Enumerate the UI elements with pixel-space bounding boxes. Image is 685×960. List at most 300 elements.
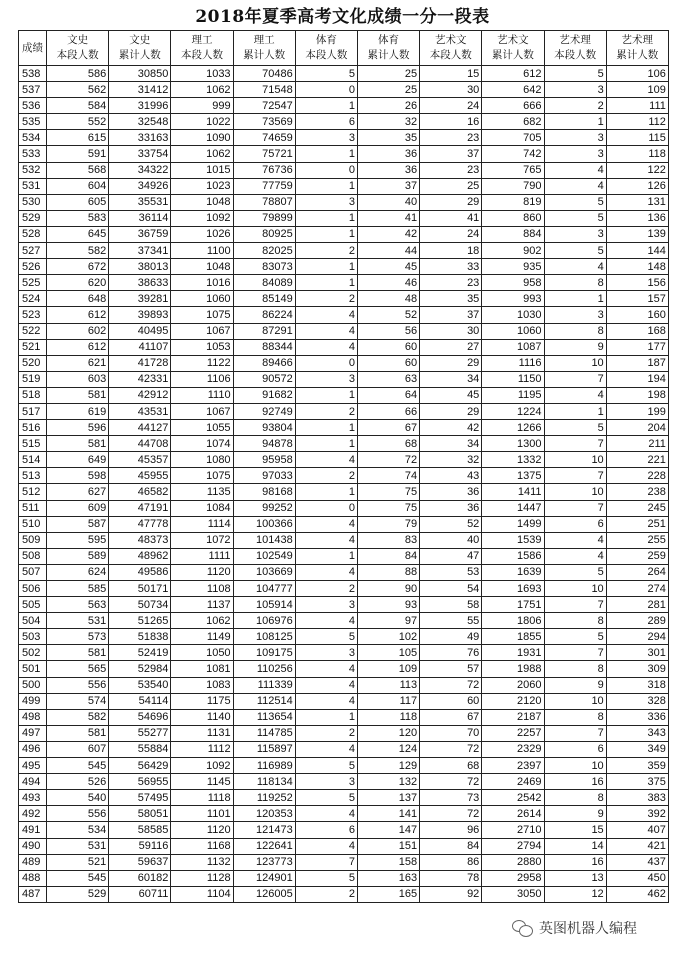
table-cell: 35531 bbox=[109, 194, 171, 210]
score-cell: 535 bbox=[19, 114, 47, 130]
table-cell: 124 bbox=[357, 741, 419, 757]
table-cell: 958 bbox=[482, 275, 544, 291]
table-cell: 1072 bbox=[171, 532, 233, 548]
table-cell: 72 bbox=[420, 741, 482, 757]
table-cell: 1931 bbox=[482, 645, 544, 661]
table-cell: 187 bbox=[606, 355, 668, 371]
table-cell: 102 bbox=[357, 629, 419, 645]
table-cell: 25 bbox=[420, 178, 482, 194]
table-cell: 104777 bbox=[233, 581, 295, 597]
table-cell: 23 bbox=[420, 130, 482, 146]
table-cell: 37341 bbox=[109, 243, 171, 259]
score-cell: 529 bbox=[19, 210, 47, 226]
table-cell: 1048 bbox=[171, 259, 233, 275]
table-cell: 5 bbox=[295, 790, 357, 806]
table-cell: 1104 bbox=[171, 886, 233, 902]
table-cell: 1145 bbox=[171, 774, 233, 790]
table-cell: 113654 bbox=[233, 709, 295, 725]
score-cell: 531 bbox=[19, 178, 47, 194]
table-cell: 74659 bbox=[233, 130, 295, 146]
table-cell: 1539 bbox=[482, 532, 544, 548]
table-cell: 51265 bbox=[109, 613, 171, 629]
table-row bbox=[19, 323, 669, 339]
table-cell: 615 bbox=[47, 130, 109, 146]
table-cell: 1092 bbox=[171, 210, 233, 226]
table-cell: 529 bbox=[47, 886, 109, 902]
score-cell: 523 bbox=[19, 307, 47, 323]
table-cell: 120353 bbox=[233, 806, 295, 822]
table-cell: 8 bbox=[544, 661, 606, 677]
table-cell: 72547 bbox=[233, 98, 295, 114]
table-cell: 1693 bbox=[482, 581, 544, 597]
table-cell: 106 bbox=[606, 66, 668, 82]
table-cell: 36759 bbox=[109, 226, 171, 242]
score-cell: 522 bbox=[19, 323, 47, 339]
table-cell: 98168 bbox=[233, 484, 295, 500]
table-cell: 15 bbox=[544, 822, 606, 838]
score-cell: 490 bbox=[19, 838, 47, 854]
table-cell: 147 bbox=[357, 822, 419, 838]
table-cell: 2 bbox=[295, 468, 357, 484]
table-cell: 573 bbox=[47, 629, 109, 645]
header-art-liberal-count: 艺术文 本段人数 bbox=[420, 31, 482, 66]
table-cell: 1499 bbox=[482, 516, 544, 532]
header-science-cumulative: 理工 累计人数 bbox=[233, 31, 295, 66]
table-cell: 96 bbox=[420, 822, 482, 838]
table-cell: 602 bbox=[47, 323, 109, 339]
table-cell: 177 bbox=[606, 339, 668, 355]
table-row bbox=[19, 774, 669, 790]
table-cell: 1447 bbox=[482, 500, 544, 516]
table-cell: 3 bbox=[544, 82, 606, 98]
table-row bbox=[19, 725, 669, 741]
table-cell: 581 bbox=[47, 645, 109, 661]
table-cell: 32548 bbox=[109, 114, 171, 130]
table-cell: 1118 bbox=[171, 790, 233, 806]
table-cell: 6 bbox=[295, 114, 357, 130]
table-cell: 29 bbox=[420, 403, 482, 419]
table-cell: 1 bbox=[295, 275, 357, 291]
table-cell: 97033 bbox=[233, 468, 295, 484]
table-cell: 264 bbox=[606, 564, 668, 580]
table-cell: 1026 bbox=[171, 226, 233, 242]
table-cell: 52419 bbox=[109, 645, 171, 661]
table-cell: 1 bbox=[544, 403, 606, 419]
table-cell: 5 bbox=[544, 194, 606, 210]
score-cell: 514 bbox=[19, 452, 47, 468]
table-row bbox=[19, 178, 669, 194]
table-cell: 294 bbox=[606, 629, 668, 645]
table-cell: 10 bbox=[544, 484, 606, 500]
table-cell: 82025 bbox=[233, 243, 295, 259]
table-cell: 53540 bbox=[109, 677, 171, 693]
table-cell: 289 bbox=[606, 613, 668, 629]
table-row bbox=[19, 114, 669, 130]
table-cell: 1 bbox=[295, 98, 357, 114]
score-cell: 534 bbox=[19, 130, 47, 146]
table-cell: 4 bbox=[295, 677, 357, 693]
table-cell: 60 bbox=[420, 693, 482, 709]
table-cell: 44708 bbox=[109, 436, 171, 452]
table-row bbox=[19, 98, 669, 114]
score-cell: 515 bbox=[19, 436, 47, 452]
score-cell: 501 bbox=[19, 661, 47, 677]
table-cell: 4 bbox=[295, 532, 357, 548]
score-cell: 537 bbox=[19, 82, 47, 98]
table-cell: 50171 bbox=[109, 581, 171, 597]
score-cell: 494 bbox=[19, 774, 47, 790]
table-cell: 790 bbox=[482, 178, 544, 194]
table-cell: 1081 bbox=[171, 661, 233, 677]
table-cell: 221 bbox=[606, 452, 668, 468]
table-row bbox=[19, 661, 669, 677]
table-cell: 43531 bbox=[109, 403, 171, 419]
table-cell: 1195 bbox=[482, 387, 544, 403]
table-cell: 16 bbox=[544, 774, 606, 790]
table-cell: 23 bbox=[420, 162, 482, 178]
table-cell: 3 bbox=[544, 130, 606, 146]
score-cell: 520 bbox=[19, 355, 47, 371]
table-cell: 383 bbox=[606, 790, 668, 806]
table-cell: 1135 bbox=[171, 484, 233, 500]
table-cell: 110256 bbox=[233, 661, 295, 677]
table-cell: 118 bbox=[606, 146, 668, 162]
table-cell: 156 bbox=[606, 275, 668, 291]
table-cell: 56955 bbox=[109, 774, 171, 790]
table-cell: 95958 bbox=[233, 452, 295, 468]
table-cell: 1224 bbox=[482, 403, 544, 419]
table-cell: 4 bbox=[295, 693, 357, 709]
table-cell: 41728 bbox=[109, 355, 171, 371]
table-cell: 10 bbox=[544, 581, 606, 597]
table-cell: 421 bbox=[606, 838, 668, 854]
table-cell: 139 bbox=[606, 226, 668, 242]
table-cell: 1053 bbox=[171, 339, 233, 355]
table-row bbox=[19, 709, 669, 725]
table-cell: 1048 bbox=[171, 194, 233, 210]
table-cell: 568 bbox=[47, 162, 109, 178]
table-cell: 4 bbox=[295, 564, 357, 580]
table-cell: 34926 bbox=[109, 178, 171, 194]
table-row bbox=[19, 597, 669, 613]
table-cell: 1 bbox=[295, 709, 357, 725]
table-cell: 7 bbox=[544, 468, 606, 484]
table-cell: 137 bbox=[357, 790, 419, 806]
table-cell: 40495 bbox=[109, 323, 171, 339]
table-cell: 89466 bbox=[233, 355, 295, 371]
header-art-science-cumulative: 艺术理 累计人数 bbox=[606, 31, 668, 66]
table-cell: 3050 bbox=[482, 886, 544, 902]
score-cell: 502 bbox=[19, 645, 47, 661]
table-cell: 30 bbox=[420, 82, 482, 98]
table-row bbox=[19, 468, 669, 484]
table-cell: 1074 bbox=[171, 436, 233, 452]
score-cell: 518 bbox=[19, 387, 47, 403]
table-cell: 131 bbox=[606, 194, 668, 210]
table-cell: 126005 bbox=[233, 886, 295, 902]
table-cell: 349 bbox=[606, 741, 668, 757]
score-cell: 526 bbox=[19, 259, 47, 275]
table-row bbox=[19, 210, 669, 226]
table-cell: 4 bbox=[295, 307, 357, 323]
table-cell: 10 bbox=[544, 693, 606, 709]
table-cell: 603 bbox=[47, 371, 109, 387]
table-cell: 84089 bbox=[233, 275, 295, 291]
table-cell: 72 bbox=[420, 677, 482, 693]
table-cell: 343 bbox=[606, 725, 668, 741]
table-cell: 8 bbox=[544, 709, 606, 725]
table-cell: 79 bbox=[357, 516, 419, 532]
table-cell: 1120 bbox=[171, 564, 233, 580]
table-row bbox=[19, 194, 669, 210]
table-cell: 8 bbox=[544, 790, 606, 806]
table-cell: 1 bbox=[295, 259, 357, 275]
table-cell: 5 bbox=[544, 66, 606, 82]
table-cell: 86 bbox=[420, 854, 482, 870]
table-row bbox=[19, 564, 669, 580]
table-cell: 672 bbox=[47, 259, 109, 275]
table-cell: 620 bbox=[47, 275, 109, 291]
table-cell: 3 bbox=[295, 194, 357, 210]
table-cell: 77759 bbox=[233, 178, 295, 194]
score-cell: 487 bbox=[19, 886, 47, 902]
table-cell: 48962 bbox=[109, 548, 171, 564]
table-cell: 59637 bbox=[109, 854, 171, 870]
table-cell: 6 bbox=[544, 741, 606, 757]
table-cell: 392 bbox=[606, 806, 668, 822]
table-cell: 1100 bbox=[171, 243, 233, 259]
table-cell: 60 bbox=[357, 339, 419, 355]
table-row bbox=[19, 243, 669, 259]
table-cell: 30850 bbox=[109, 66, 171, 82]
table-cell: 1092 bbox=[171, 758, 233, 774]
table-cell: 60 bbox=[357, 355, 419, 371]
table-cell: 31996 bbox=[109, 98, 171, 114]
table-cell: 75 bbox=[357, 500, 419, 516]
table-cell: 108125 bbox=[233, 629, 295, 645]
table-cell: 111 bbox=[606, 98, 668, 114]
table-cell: 2 bbox=[544, 98, 606, 114]
table-cell: 56429 bbox=[109, 758, 171, 774]
table-row bbox=[19, 355, 669, 371]
table-cell: 0 bbox=[295, 162, 357, 178]
header-sports-count: 体育 本段人数 bbox=[295, 31, 357, 66]
table-cell: 274 bbox=[606, 581, 668, 597]
table-cell: 204 bbox=[606, 420, 668, 436]
table-cell: 54 bbox=[420, 581, 482, 597]
table-cell: 4 bbox=[544, 178, 606, 194]
table-cell: 1108 bbox=[171, 581, 233, 597]
table-cell: 36 bbox=[420, 500, 482, 516]
table-cell: 0 bbox=[295, 500, 357, 516]
table-cell: 76736 bbox=[233, 162, 295, 178]
table-row bbox=[19, 581, 669, 597]
table-cell: 48 bbox=[357, 291, 419, 307]
table-cell: 4 bbox=[295, 516, 357, 532]
table-cell: 47778 bbox=[109, 516, 171, 532]
score-cell: 530 bbox=[19, 194, 47, 210]
table-cell: 90 bbox=[357, 581, 419, 597]
table-cell: 66 bbox=[357, 403, 419, 419]
table-cell: 2 bbox=[295, 581, 357, 597]
table-cell: 609 bbox=[47, 500, 109, 516]
table-cell: 1075 bbox=[171, 468, 233, 484]
table-cell: 59116 bbox=[109, 838, 171, 854]
table-cell: 10 bbox=[544, 355, 606, 371]
table-cell: 5 bbox=[544, 420, 606, 436]
table-cell: 1106 bbox=[171, 371, 233, 387]
table-cell: 612 bbox=[47, 339, 109, 355]
table-cell: 605 bbox=[47, 194, 109, 210]
table-cell: 199 bbox=[606, 403, 668, 419]
table-cell: 84 bbox=[357, 548, 419, 564]
table-cell: 1114 bbox=[171, 516, 233, 532]
table-cell: 1075 bbox=[171, 307, 233, 323]
table-cell: 26 bbox=[357, 98, 419, 114]
table-cell: 1050 bbox=[171, 645, 233, 661]
table-cell: 902 bbox=[482, 243, 544, 259]
header-art-science-count: 艺术理 本段人数 bbox=[544, 31, 606, 66]
table-cell: 53 bbox=[420, 564, 482, 580]
table-cell: 74 bbox=[357, 468, 419, 484]
table-cell: 122641 bbox=[233, 838, 295, 854]
table-cell: 99252 bbox=[233, 500, 295, 516]
table-cell: 41 bbox=[420, 210, 482, 226]
table-cell: 18 bbox=[420, 243, 482, 259]
table-cell: 2 bbox=[295, 886, 357, 902]
score-cell: 492 bbox=[19, 806, 47, 822]
score-cell: 525 bbox=[19, 275, 47, 291]
table-cell: 105914 bbox=[233, 597, 295, 613]
table-cell: 114785 bbox=[233, 725, 295, 741]
table-cell: 5 bbox=[295, 758, 357, 774]
table-cell: 359 bbox=[606, 758, 668, 774]
table-cell: 1140 bbox=[171, 709, 233, 725]
table-cell: 1016 bbox=[171, 275, 233, 291]
table-cell: 612 bbox=[482, 66, 544, 82]
table-cell: 55 bbox=[420, 613, 482, 629]
table-cell: 1062 bbox=[171, 146, 233, 162]
table-cell: 118 bbox=[357, 709, 419, 725]
table-cell: 1083 bbox=[171, 677, 233, 693]
table-cell: 9 bbox=[544, 806, 606, 822]
table-cell: 860 bbox=[482, 210, 544, 226]
table-cell: 245 bbox=[606, 500, 668, 516]
table-cell: 168 bbox=[606, 323, 668, 339]
table-cell: 612 bbox=[47, 307, 109, 323]
table-cell: 31412 bbox=[109, 82, 171, 98]
table-cell: 238 bbox=[606, 484, 668, 500]
table-cell: 47191 bbox=[109, 500, 171, 516]
table-row bbox=[19, 452, 669, 468]
table-row bbox=[19, 66, 669, 82]
table-cell: 6 bbox=[295, 822, 357, 838]
table-cell: 545 bbox=[47, 758, 109, 774]
table-body bbox=[19, 66, 669, 903]
table-cell: 72 bbox=[357, 452, 419, 468]
table-row bbox=[19, 790, 669, 806]
table-cell: 1132 bbox=[171, 854, 233, 870]
score-cell: 489 bbox=[19, 854, 47, 870]
table-cell: 2 bbox=[295, 291, 357, 307]
table-cell: 68 bbox=[420, 758, 482, 774]
score-cell: 503 bbox=[19, 629, 47, 645]
table-row bbox=[19, 387, 669, 403]
table-cell: 1101 bbox=[171, 806, 233, 822]
table-cell: 1087 bbox=[482, 339, 544, 355]
table-cell: 8 bbox=[544, 613, 606, 629]
table-cell: 67 bbox=[420, 709, 482, 725]
table-row bbox=[19, 500, 669, 516]
header-art-liberal-cumulative: 艺术文 累计人数 bbox=[482, 31, 544, 66]
table-cell: 4 bbox=[544, 532, 606, 548]
table-cell: 12 bbox=[544, 886, 606, 902]
table-cell: 34322 bbox=[109, 162, 171, 178]
table-cell: 211 bbox=[606, 436, 668, 452]
table-cell: 1110 bbox=[171, 387, 233, 403]
table-cell: 54114 bbox=[109, 693, 171, 709]
table-cell: 42 bbox=[357, 226, 419, 242]
table-cell: 10 bbox=[544, 452, 606, 468]
table-row bbox=[19, 516, 669, 532]
table-cell: 6 bbox=[544, 516, 606, 532]
score-cell: 505 bbox=[19, 597, 47, 613]
table-row bbox=[19, 677, 669, 693]
table-cell: 144 bbox=[606, 243, 668, 259]
table-cell: 91682 bbox=[233, 387, 295, 403]
score-cell: 509 bbox=[19, 532, 47, 548]
table-cell: 120 bbox=[357, 725, 419, 741]
table-cell: 34 bbox=[420, 371, 482, 387]
table-cell: 92 bbox=[420, 886, 482, 902]
table-cell: 1 bbox=[295, 436, 357, 452]
table-cell: 540 bbox=[47, 790, 109, 806]
table-cell: 39281 bbox=[109, 291, 171, 307]
table-cell: 72 bbox=[420, 806, 482, 822]
watermark bbox=[508, 917, 641, 939]
table-cell: 598 bbox=[47, 468, 109, 484]
table-cell: 7 bbox=[544, 597, 606, 613]
score-cell: 497 bbox=[19, 725, 47, 741]
table-cell: 16 bbox=[420, 114, 482, 130]
table-cell: 642 bbox=[482, 82, 544, 98]
table-cell: 437 bbox=[606, 854, 668, 870]
table-cell: 46 bbox=[357, 275, 419, 291]
table-cell: 38013 bbox=[109, 259, 171, 275]
table-cell: 1111 bbox=[171, 548, 233, 564]
table-cell: 1988 bbox=[482, 661, 544, 677]
table-cell: 50734 bbox=[109, 597, 171, 613]
table-cell: 1116 bbox=[482, 355, 544, 371]
table-cell: 88 bbox=[357, 564, 419, 580]
table-cell: 32 bbox=[420, 452, 482, 468]
table-cell: 115 bbox=[606, 130, 668, 146]
table-cell: 607 bbox=[47, 741, 109, 757]
table-cell: 595 bbox=[47, 532, 109, 548]
table-cell: 1300 bbox=[482, 436, 544, 452]
table-cell: 86224 bbox=[233, 307, 295, 323]
wechat-icon bbox=[512, 919, 534, 937]
table-cell: 116989 bbox=[233, 758, 295, 774]
table-cell: 41107 bbox=[109, 339, 171, 355]
header-sports-cumulative: 体育 累计人数 bbox=[357, 31, 419, 66]
score-cell: 506 bbox=[19, 581, 47, 597]
table-cell: 10 bbox=[544, 758, 606, 774]
table-cell: 8 bbox=[544, 275, 606, 291]
table-cell: 44127 bbox=[109, 420, 171, 436]
table-cell: 2187 bbox=[482, 709, 544, 725]
table-cell: 56 bbox=[357, 323, 419, 339]
